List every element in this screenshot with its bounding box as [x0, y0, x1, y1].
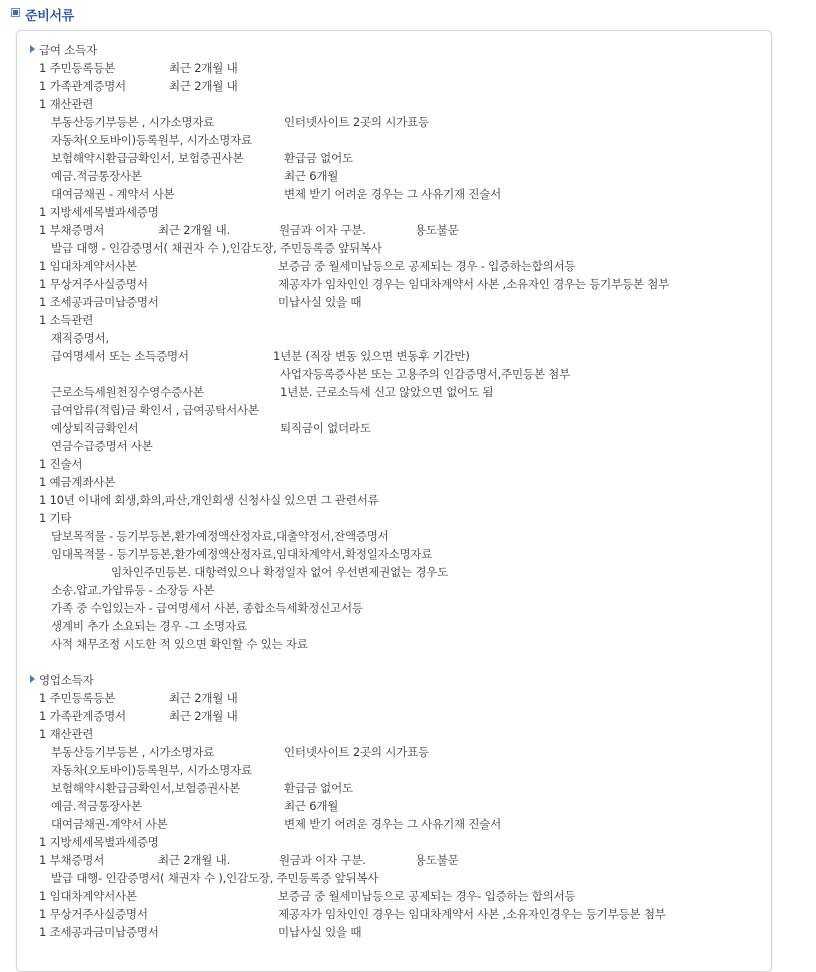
item-label: 1 임대차계약서사본: [39, 259, 137, 273]
list-item: [51, 743, 760, 761]
item-note: 제공자가 임차인인 경우는 임대차계약서 사본 ,소유자인경우는 등기부등본 첨부: [278, 907, 666, 921]
item-label: 1 가족관계증명서: [39, 79, 126, 93]
item-label: 1 조세공과금미납증명서: [39, 295, 159, 309]
item-label: 대여금채권 - 계약서 사본: [51, 187, 175, 201]
list-item: [39, 887, 760, 905]
item-label: 발급 대행 - 인감증명서( 채권자 수 ),인감도장, 주민등록증 앞뒤복사: [51, 241, 382, 255]
list-item: [39, 203, 760, 221]
item-label: 대여금채권-계약서 사본: [51, 817, 168, 831]
item-label: 1 10년 이내에 회생,화의,파산,개인회생 신청사실 있으면 그 관련서류: [39, 493, 379, 507]
item-label: 1 소득관련: [39, 313, 94, 327]
list-item: [51, 815, 760, 833]
item-label: 자동차(오토바이)등록원부, 시가소명자료: [51, 133, 252, 147]
item-note: 최근 6개월: [284, 799, 339, 813]
item-label: 담보목적물 - 등기부등본,환가예정액산정자료,대출약정서,잔액증명서: [51, 529, 389, 543]
list-item: [39, 905, 760, 923]
section-heading: 영업소득자: [39, 673, 94, 687]
list-item: [39, 725, 760, 743]
item-label: 부동산등기부등본 , 시가소명자료: [51, 745, 215, 759]
item-note: 용도불문: [415, 223, 459, 237]
page-title: 준비서류: [25, 8, 75, 24]
list-item: [51, 617, 760, 635]
item-label: 1 조세공과금미납증명서: [39, 925, 159, 939]
item-note: 용도불문: [415, 853, 459, 867]
item-label: 1 무상거주사실증명서: [39, 277, 148, 291]
list-item: [51, 329, 760, 347]
list-item: [39, 833, 760, 851]
item-note: 변제 받기 어려운 경우는 그 사유기재 진술서: [284, 817, 502, 831]
item-label: 재직증명서,: [51, 331, 109, 345]
item-note: 변제 받기 어려운 경우는 그 사유기재 진술서: [284, 187, 502, 201]
list-item: [51, 365, 760, 383]
list-item: [51, 437, 760, 455]
list-item: [39, 95, 760, 113]
item-label: 예금.적금통장사본: [51, 799, 142, 813]
section-heading: 급여 소득자: [39, 43, 97, 57]
item-note: 1년분. 근로소득세 신고 않았으면 없어도 됨: [280, 385, 494, 399]
list-item: [39, 77, 760, 95]
item-label: 1 부채증명서: [39, 223, 105, 237]
list-item: [39, 473, 760, 491]
item-label: 자동차(오토바이)등록원부, 시가소명자료: [51, 763, 252, 777]
list-item: [51, 779, 760, 797]
item-note: 최근 2개월 내: [169, 61, 238, 75]
list-item: [39, 509, 760, 527]
list-item: [51, 581, 760, 599]
item-note: 원금과 이자 구분.: [279, 853, 366, 867]
item-label: 1 기타: [39, 511, 72, 525]
item-note: 1년분 (직장 변동 있으면 변동후 기간만): [273, 349, 470, 363]
list-item: [39, 491, 760, 509]
item-label: 1 재산관련: [39, 97, 94, 111]
triangle-bullet-icon: [30, 45, 35, 53]
item-note: 최근 2개월 내: [169, 709, 238, 723]
item-label: 1 가족관계증명서: [39, 709, 126, 723]
item-note: 최근 2개월 내: [169, 79, 238, 93]
item-label: 보험해약시환급금확인서,보험증권사본: [51, 781, 240, 795]
item-note: 보증금 중 월세미납등으로 공제되는 경우- 입증하는 합의서등: [278, 889, 576, 903]
item-note: 사업자등록증사본 또는 고용주의 인감증명서,주민등본 첨부: [280, 367, 570, 381]
item-note: 제공자가 임차인인 경우는 임대차계약서 사본 ,소유자인 경우는 등기부등본 첨부: [278, 277, 670, 291]
item-label: 사적 채무조정 시도한 적 있으면 확인할 수 있는 자료: [51, 637, 308, 651]
item-label: 근로소득세원천징수영수증사본: [51, 385, 204, 399]
item-note: 원금과 이자 구분.: [279, 223, 366, 237]
item-label: 1 무상거주사실증명서: [39, 907, 148, 921]
list-item: [51, 347, 760, 365]
list-item: [111, 563, 760, 581]
item-label: 급여명세서 또는 소득증명서: [51, 349, 189, 363]
item-note: 보증금 중 월세미납등으로 공제되는 경우 - 입증하는합의서등: [278, 259, 576, 273]
list-item: [39, 851, 760, 869]
item-label: 부동산등기부등본 , 시가소명자료: [51, 115, 215, 129]
item-label: 1 진술서: [39, 457, 83, 471]
item-label: 1 부채증명서: [39, 853, 105, 867]
list-item: [51, 113, 760, 131]
item-label: 보험해약시환급금확인서, 보험증권사본: [51, 151, 244, 165]
item-label: 소송.압교.가압류등 - 소장등 사본: [51, 583, 215, 597]
list-item: [39, 293, 760, 311]
list-item: [51, 761, 760, 779]
item-label: 1 임대차계약서사본: [39, 889, 137, 903]
triangle-bullet-icon: [30, 675, 35, 683]
item-label: 1 지방세세목별과세증명: [39, 835, 159, 849]
item-label: 급여압류(적립)금 확인서 , 급여공탁서사본: [51, 403, 259, 417]
list-item: [51, 239, 760, 257]
item-note: 인터넷사이트 2곳의 시가표등: [284, 115, 429, 129]
section-title-bar: [11, 4, 74, 24]
list-item: [39, 275, 760, 293]
item-note: 최근 6개월: [284, 169, 339, 183]
item-label: 임대목적물 - 등기부등본,환가예정액산정자료,임대차계약서,확정일자소명자료: [51, 547, 433, 561]
list-item: [39, 923, 760, 941]
item-label: 가족 중 수입있는자 - 급여명세서 사본, 종합소득세확정신고서등: [51, 601, 363, 615]
item-note: 환급금 없어도: [284, 781, 353, 795]
list-item: [51, 185, 760, 203]
item-label: 예금.적금통장사본: [51, 169, 142, 183]
list-item: [51, 131, 760, 149]
list-item: [51, 635, 760, 653]
list-item: [39, 311, 760, 329]
list-item: [39, 257, 760, 275]
item-label: 예상퇴직금확인서: [51, 421, 139, 435]
list-item: [51, 419, 760, 437]
list-item: [51, 599, 760, 617]
list-item: [39, 689, 760, 707]
list-item: [51, 527, 760, 545]
item-label: 연금수급증명서 사본: [51, 439, 153, 453]
item-label: 1 예금계좌사본: [39, 475, 116, 489]
list-item: [51, 401, 760, 419]
item-note: 환급금 없어도: [284, 151, 353, 165]
list-item: [39, 455, 760, 473]
item-label: 1 주민등록등본: [39, 691, 116, 705]
item-note: 미납사실 있을 때: [278, 925, 362, 939]
item-note: 퇴직금이 없더라도: [280, 421, 371, 435]
item-note: 최근 2개월 내: [169, 691, 238, 705]
list-item: [51, 383, 760, 401]
list-item: [51, 167, 760, 185]
list-item: [39, 221, 760, 239]
item-note: 인터넷사이트 2곳의 시가표등: [284, 745, 429, 759]
item-label: 생계비 추가 소요되는 경우 -그 소명자료: [51, 619, 247, 633]
list-item: [39, 707, 760, 725]
list-item: [51, 545, 760, 563]
list-item: [51, 869, 760, 887]
item-label: 1 재산관련: [39, 727, 94, 741]
list-item: [39, 59, 760, 77]
item-label: 1 주민등록등본: [39, 61, 116, 75]
item-note: 최근 2개월 내.: [158, 223, 231, 237]
item-label: 발급 대행- 인감증명서( 채권자 수 ),인감도장, 주민등록증 앞뒤복사: [51, 871, 379, 885]
list-item: [51, 149, 760, 167]
item-note: 최근 2개월 내.: [158, 853, 231, 867]
item-label: 임차인주민등본. 대항력있으나 확정일자 없어 우선변제권없는 경우도: [111, 565, 449, 579]
list-item: [51, 797, 760, 815]
item-note: 미납사실 있을 때: [278, 295, 362, 309]
square-bullet-icon: [11, 8, 20, 17]
item-label: 1 지방세세목별과세증명: [39, 205, 159, 219]
